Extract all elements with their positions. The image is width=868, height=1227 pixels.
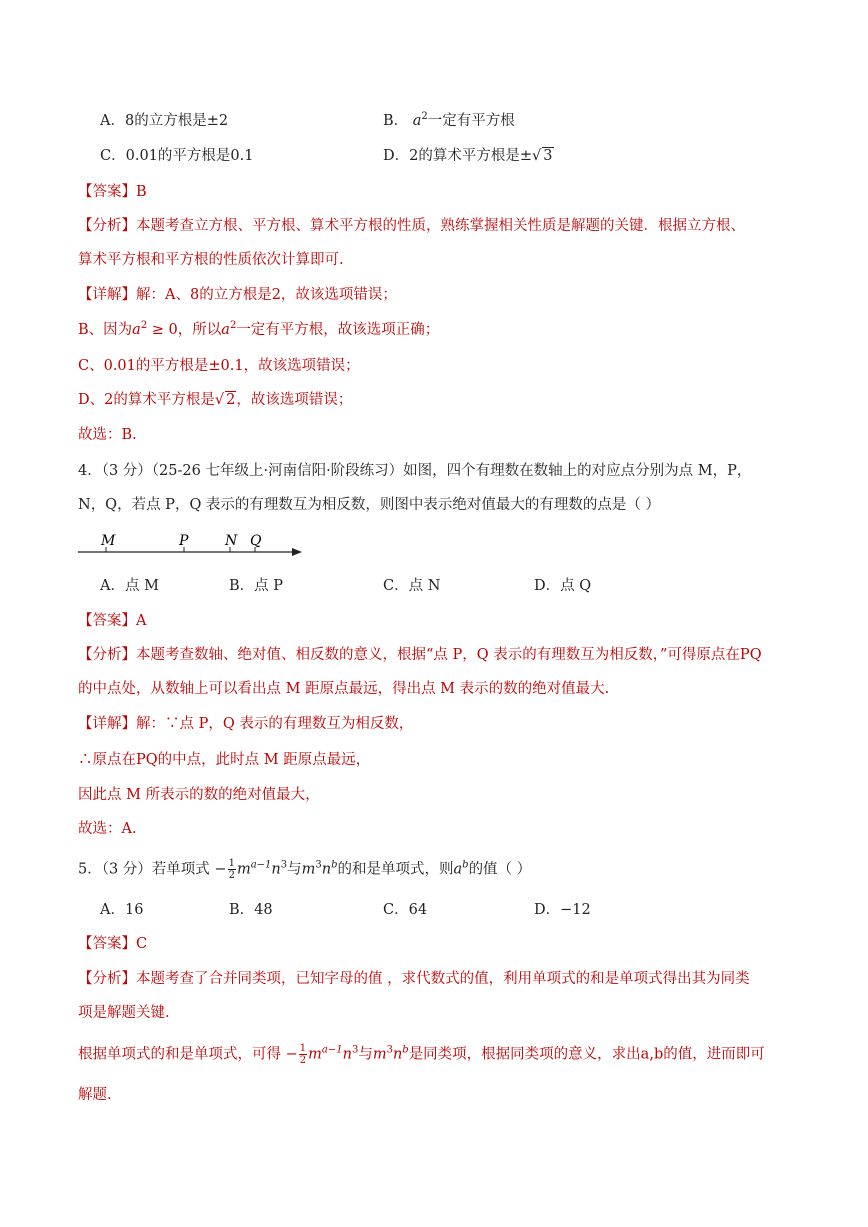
math-var: m [372,1046,387,1063]
number-line-figure [78,528,308,562]
q5-option-d: D．−12 [534,902,591,918]
q4-choose: 故选：A. [78,821,137,837]
math-exponent: 3 [315,859,322,871]
q3-answer: 【答案】B [78,184,147,200]
text: B、因为 [78,322,133,338]
q5-option-b: B．48 [229,902,273,918]
text: ，故该选项错误； [236,392,353,408]
q4-stem-line1: 4．（3 分）（25-26 七年级上·河南信阳·阶段练习）如图，四个有理数在数轴上的对应点分别为点 M，P， [78,463,752,479]
q3-choose: 故选：B. [78,427,137,443]
math-exponent: 3 [280,859,288,871]
point-label-q: Q [250,533,262,549]
text: 的值（ ） [468,861,532,878]
option-label: D． [383,148,410,164]
math-var: m [301,861,316,878]
q4-analysis-line2: 的中点处，从数轴上可以看出点 M 距原点最远，得出点 M 表示的数的绝对值最大. [78,681,610,697]
math-exponent: b [331,859,338,871]
text: 与 [358,1046,373,1063]
fraction-half [228,858,236,881]
arrow-head-icon [292,548,302,556]
frac-num: 1 [299,1043,307,1054]
q3-detail-line3: C、0.01的平方根是±0.1，故该选项错误； [78,358,360,374]
math-exponent: b [462,859,469,871]
text: 与 [287,861,302,878]
q5-option-a: A．16 [100,902,144,918]
q3-option-d: D．2的算术平方根是±√ 3 [383,148,553,164]
math-exponent: 2 [421,111,428,123]
text: 是同类项，根据同类项的意义，求出a,b的值，进而即可 [408,1046,765,1063]
math-var: n [392,1046,403,1063]
q3-detail-line2 [78,319,439,341]
q4-option-d: D．点 Q [534,578,592,594]
math-exponent: 3 [386,1044,393,1056]
q4-option-c: C．点 N [383,578,441,594]
q4-detail-line3: 因此点 M 所表示的数的绝对值最大， [78,787,320,803]
math-var: a [412,113,422,129]
option-label: B． [383,113,409,129]
q3-detail-line4: D、2的算术平方根是√ 2，故该选项错误； [78,392,353,408]
q3-analysis-line2: 算术平方根和平方根的性质依次计算即可. [78,252,344,268]
q5-stem [78,858,531,881]
option-text: 2的算术平方根是± [409,148,533,164]
q4-stem-line2: N，Q，若点 P，Q 表示的有理数互为相反数，则图中表示绝对值最大的有理数的点是（ ） [78,497,661,513]
math-exponent: 2 [140,320,148,332]
q3-option-c [100,145,253,167]
q5-para-line2: 解题. [78,1087,112,1103]
point-label-p: P [179,533,189,549]
math-var: n [342,1046,352,1063]
text: D、2的算术平方根是 [78,392,215,408]
fraction-half [299,1043,307,1066]
math-exponent: a−1 [321,1044,343,1056]
q4-detail-line2: ∴原点在PQ的中点，此时点 M 距原点最远， [78,752,371,768]
q5-option-c: C．64 [383,902,428,918]
option-text: 0.01的平方根是0.1 [125,148,254,164]
text: 根据单项式的和是单项式，可得 − [78,1046,298,1063]
option-text: 8的立方根是±2 [124,113,229,129]
math-exponent: b [402,1044,409,1056]
sqrt-radicand: 3 [543,148,553,164]
math-var: n [321,861,332,878]
math-exponent: a−1 [250,859,272,871]
q3-option-b [383,110,515,132]
q3-analysis-line1: 【分析】本题考查立方根、平方根、算术平方根的性质，熟练掌握相关性质是解题的关键．根据立方根、 [78,218,745,234]
math-var: a [132,322,141,338]
sqrt-radicand: 2 [226,392,236,408]
q5-para-line1 [78,1043,765,1066]
q5-analysis-line2: 项是解题关键. [78,1005,170,1021]
math-exponent: 2 [229,320,237,332]
q4-analysis-line1: 【分析】本题考查数轴、绝对值、相反数的意义，根据“点 P，Q 表示的有理数互为相反数，”可得原点在PQ [78,647,762,663]
q5-analysis-line1: 【分析】本题考查了合并同类项，已知字母的值 ，求代数式的值，利用单项式的和是单项式得出其为同类 [78,971,750,987]
math-var: n [271,861,281,878]
q3-option-a [100,110,228,132]
math-var: m [236,861,251,878]
q4-option-b: B．点 P [229,578,284,594]
option-text: 一定有平方根 [427,113,515,129]
q4-option-a: A．点 M [100,578,159,594]
frac-num: 1 [228,858,235,869]
point-label-m: M [101,533,116,549]
math-exponent: 3 [351,1044,359,1056]
text: ≥ 0，所以 [147,322,222,338]
q3-detail-line1: 【详解】解：A、8的立方根是2，故该选项错误； [78,287,397,303]
option-label: A． [100,113,125,129]
math-var: a [221,322,230,338]
text: 的和是单项式，则 [337,861,454,878]
frac-den: 2 [299,1055,307,1066]
q5-answer: 【答案】C [78,936,148,952]
point-label-n: N [225,533,238,549]
text: 5．（3 分）若单项式 − [78,861,227,878]
option-label: C． [100,148,126,164]
q4-detail-line1: 【详解】解：∵点 P，Q 表示的有理数互为相反数， [78,716,414,732]
frac-den: 2 [228,870,235,881]
math-var: m [308,1046,322,1063]
math-var: a [453,861,463,878]
text: 一定有平方根，故该选项正确； [236,322,440,338]
q4-answer: 【答案】A [78,613,147,629]
